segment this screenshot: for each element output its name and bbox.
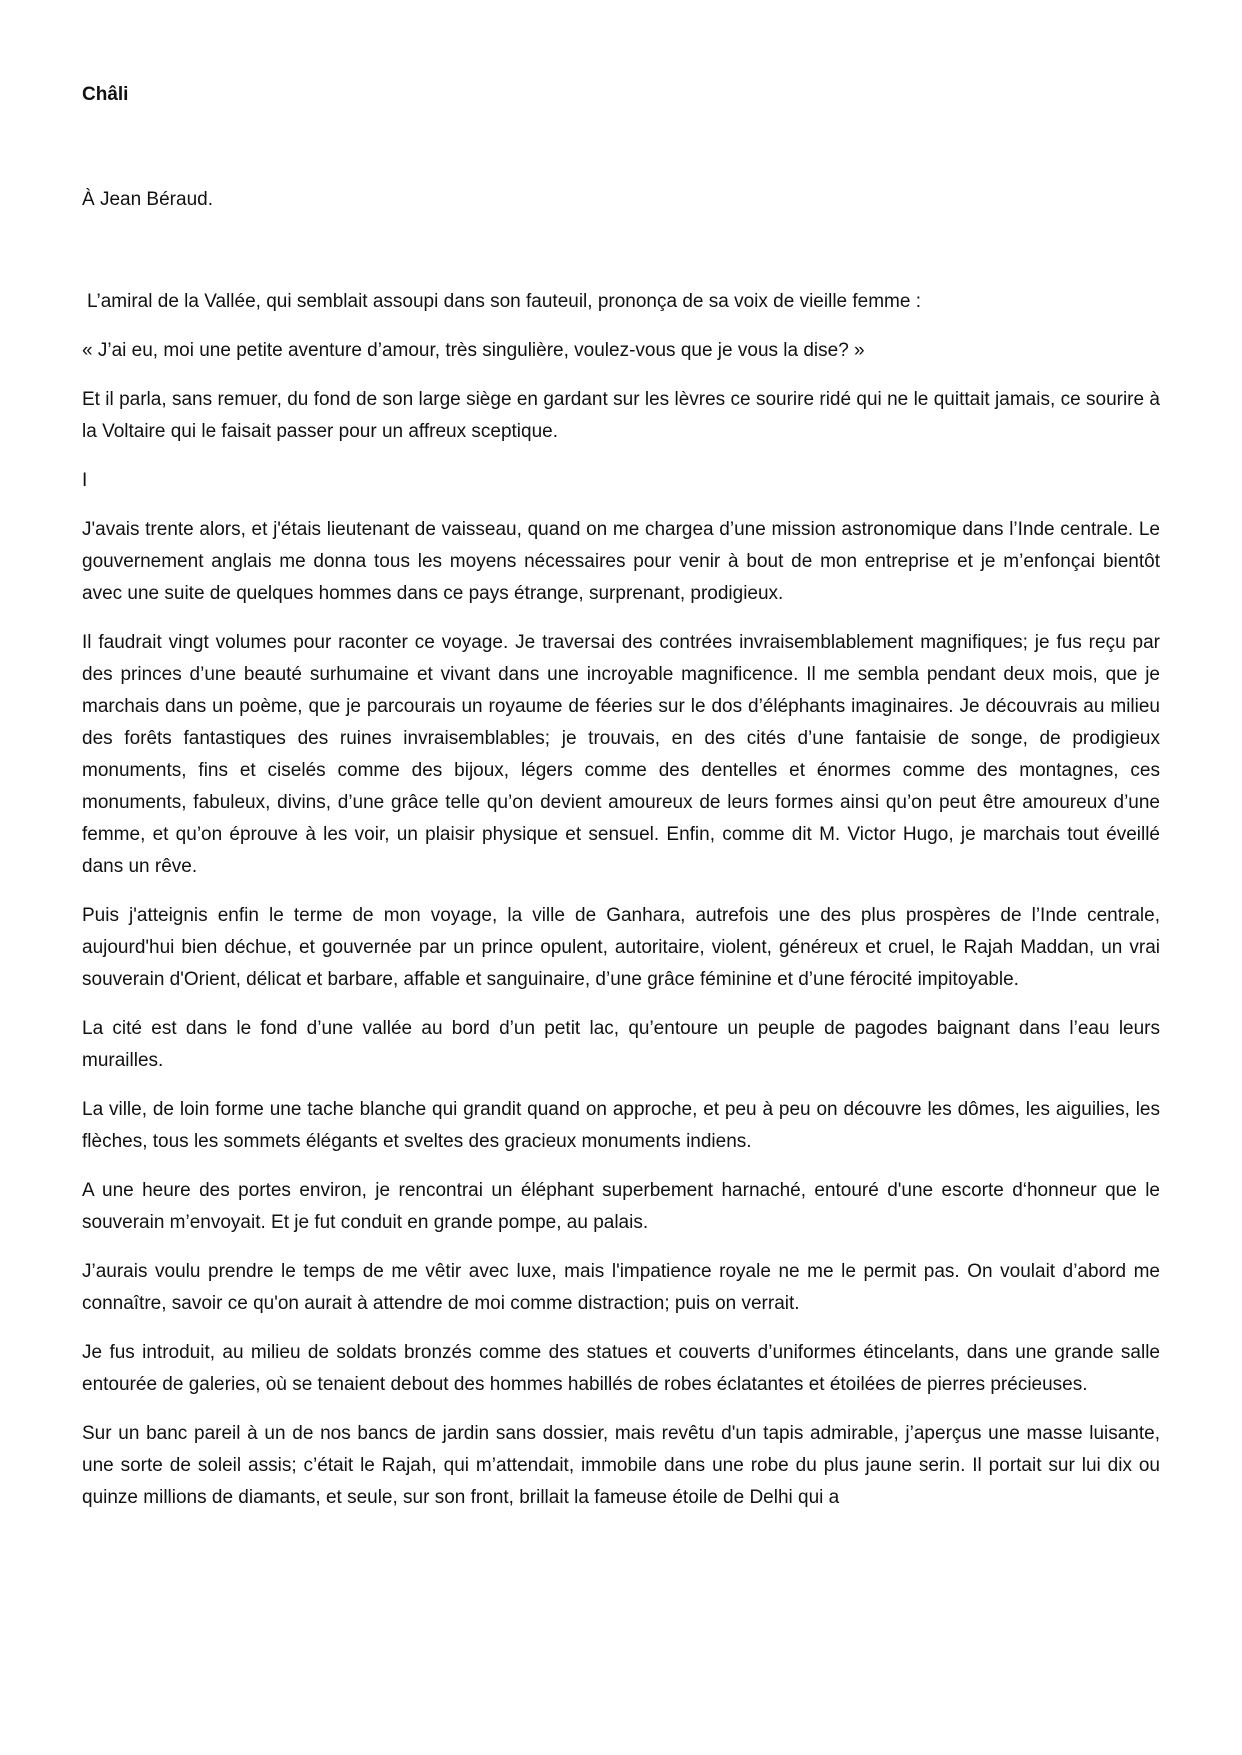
- section-number: I: [82, 470, 88, 491]
- paragraph-9: A une heure des portes environ, je rencontrai un éléphant superbement harnaché, entouré d'une escorte d‘honneur que le souverain m’envoyait. Et je fut conduit en grande pompe, au palais.: [82, 1180, 1160, 1233]
- paragraph-6: Puis j'atteignis enfin le terme de mon voyage, la ville de Ganhara, autrefois une des plus prospères de l’Inde centrale, aujourd'hui bien déchue, et gouvernée par un prince opulent, autoritaire, violent, généreux et cruel, le Rajah Maddan, un vrai souverain d'Orient, délicat et barbare, affable et sanguinaire, d’une grâce féminine et d’une férocité impitoyable.: [82, 905, 1160, 990]
- document-body: [82, 286, 1160, 1531]
- paragraph-8: La ville, de loin forme une tache blanche qui grandit quand on approche, et peu à peu on découvre les dômes, les aiguilies, les flèches, tous les sommets élégants et sveltes des gracieux monuments indiens.: [82, 1099, 1160, 1152]
- paragraph-4: J'avais trente alors, et j'étais lieutenant de vaisseau, quand on me chargea d’une mission astronomique dans l’Inde centrale. Le gouvernement anglais me donna tous les moyens nécessaires pour venir à bout de mon entreprise et je m’enfonçai bientôt avec une suite de quelques hommes dans ce pays étrange, surprenant, prodigieux.: [82, 519, 1160, 604]
- paragraph-1: L’amiral de la Vallée, qui semblait assoupi dans son fauteuil, prononça de sa voix de vieille femme :: [87, 291, 922, 312]
- paragraph-3: Et il parla, sans remuer, du fond de son large siège en gardant sur les lèvres ce sourire ridé qui ne le quittait jamais, ce sourire à la Voltaire qui le faisait passer pour un affreux sceptique.: [82, 389, 1160, 442]
- paragraph-11: Je fus introduit, au milieu de soldats bronzés comme des statues et couverts d’uniformes étincelants, dans une grande salle entourée de galeries, où se tenaient debout des hommes habillés de robes éclatantes et étoilées de pierres précieuses.: [82, 1342, 1160, 1395]
- document-page: [82, 0, 1160, 1755]
- paragraph-5: Il faudrait vingt volumes pour raconter ce voyage. Je traversai des contrées invraisemblablement magnifiques; je fus reçu par des princes d’une beauté surhumaine et vivant dans une incroyable magnificence. Il me sembla pendant deux mois, que je marchais dans un poème, que je parcourais un royaume de féeries sur le dos d’éléphants imaginaires. Je découvrais au milieu des forêts fantastiques des ruines invraisemblables; je trouvais, en des cités d’une fantaisie de songe, de prodigieux monuments, fins et ciselés comme des bijoux, légers comme des dentelles et énormes comme des montagnes, ces monuments, fabuleux, divins, d’une grâce telle qu’on devient amoureux de leurs formes ainsi qu’on peut être amoureux d’une femme, et qu’on éprouve à les voir, un plaisir physique et sensuel. Enfin, comme dit M. Victor Hugo, je marchais tout éveillé dans un rêve.: [82, 632, 1160, 877]
- paragraph-7: La cité est dans le fond d’une vallée au bord d’un petit lac, qu’entoure un peuple de pagodes baignant dans l’eau leurs murailles.: [82, 1018, 1160, 1071]
- paragraph-10: J’aurais voulu prendre le temps de me vêtir avec luxe, mais l'impatience royale ne me le permit pas. On voulait d’abord me connaître, savoir ce qu'on aurait à attendre de moi comme distraction; puis on verrait.: [82, 1261, 1160, 1314]
- document-title: Châli: [82, 84, 129, 105]
- dedication: À Jean Béraud.: [82, 189, 213, 210]
- paragraph-2: « J’ai eu, moi une petite aventure d’amour, très singulière, voulez-vous que je vous la dise? »: [82, 340, 865, 361]
- paragraph-12: Sur un banc pareil à un de nos bancs de jardin sans dossier, mais revêtu d'un tapis admirable, j’aperçus une masse luisante, une sorte de soleil assis; c’était le Rajah, qui m’attendait, immobile dans une robe du plus jaune serin. Il portait sur lui dix ou quinze millions de diamants, et seule, sur son front, brillait la fameuse étoile de Delhi qui a: [82, 1423, 1160, 1508]
